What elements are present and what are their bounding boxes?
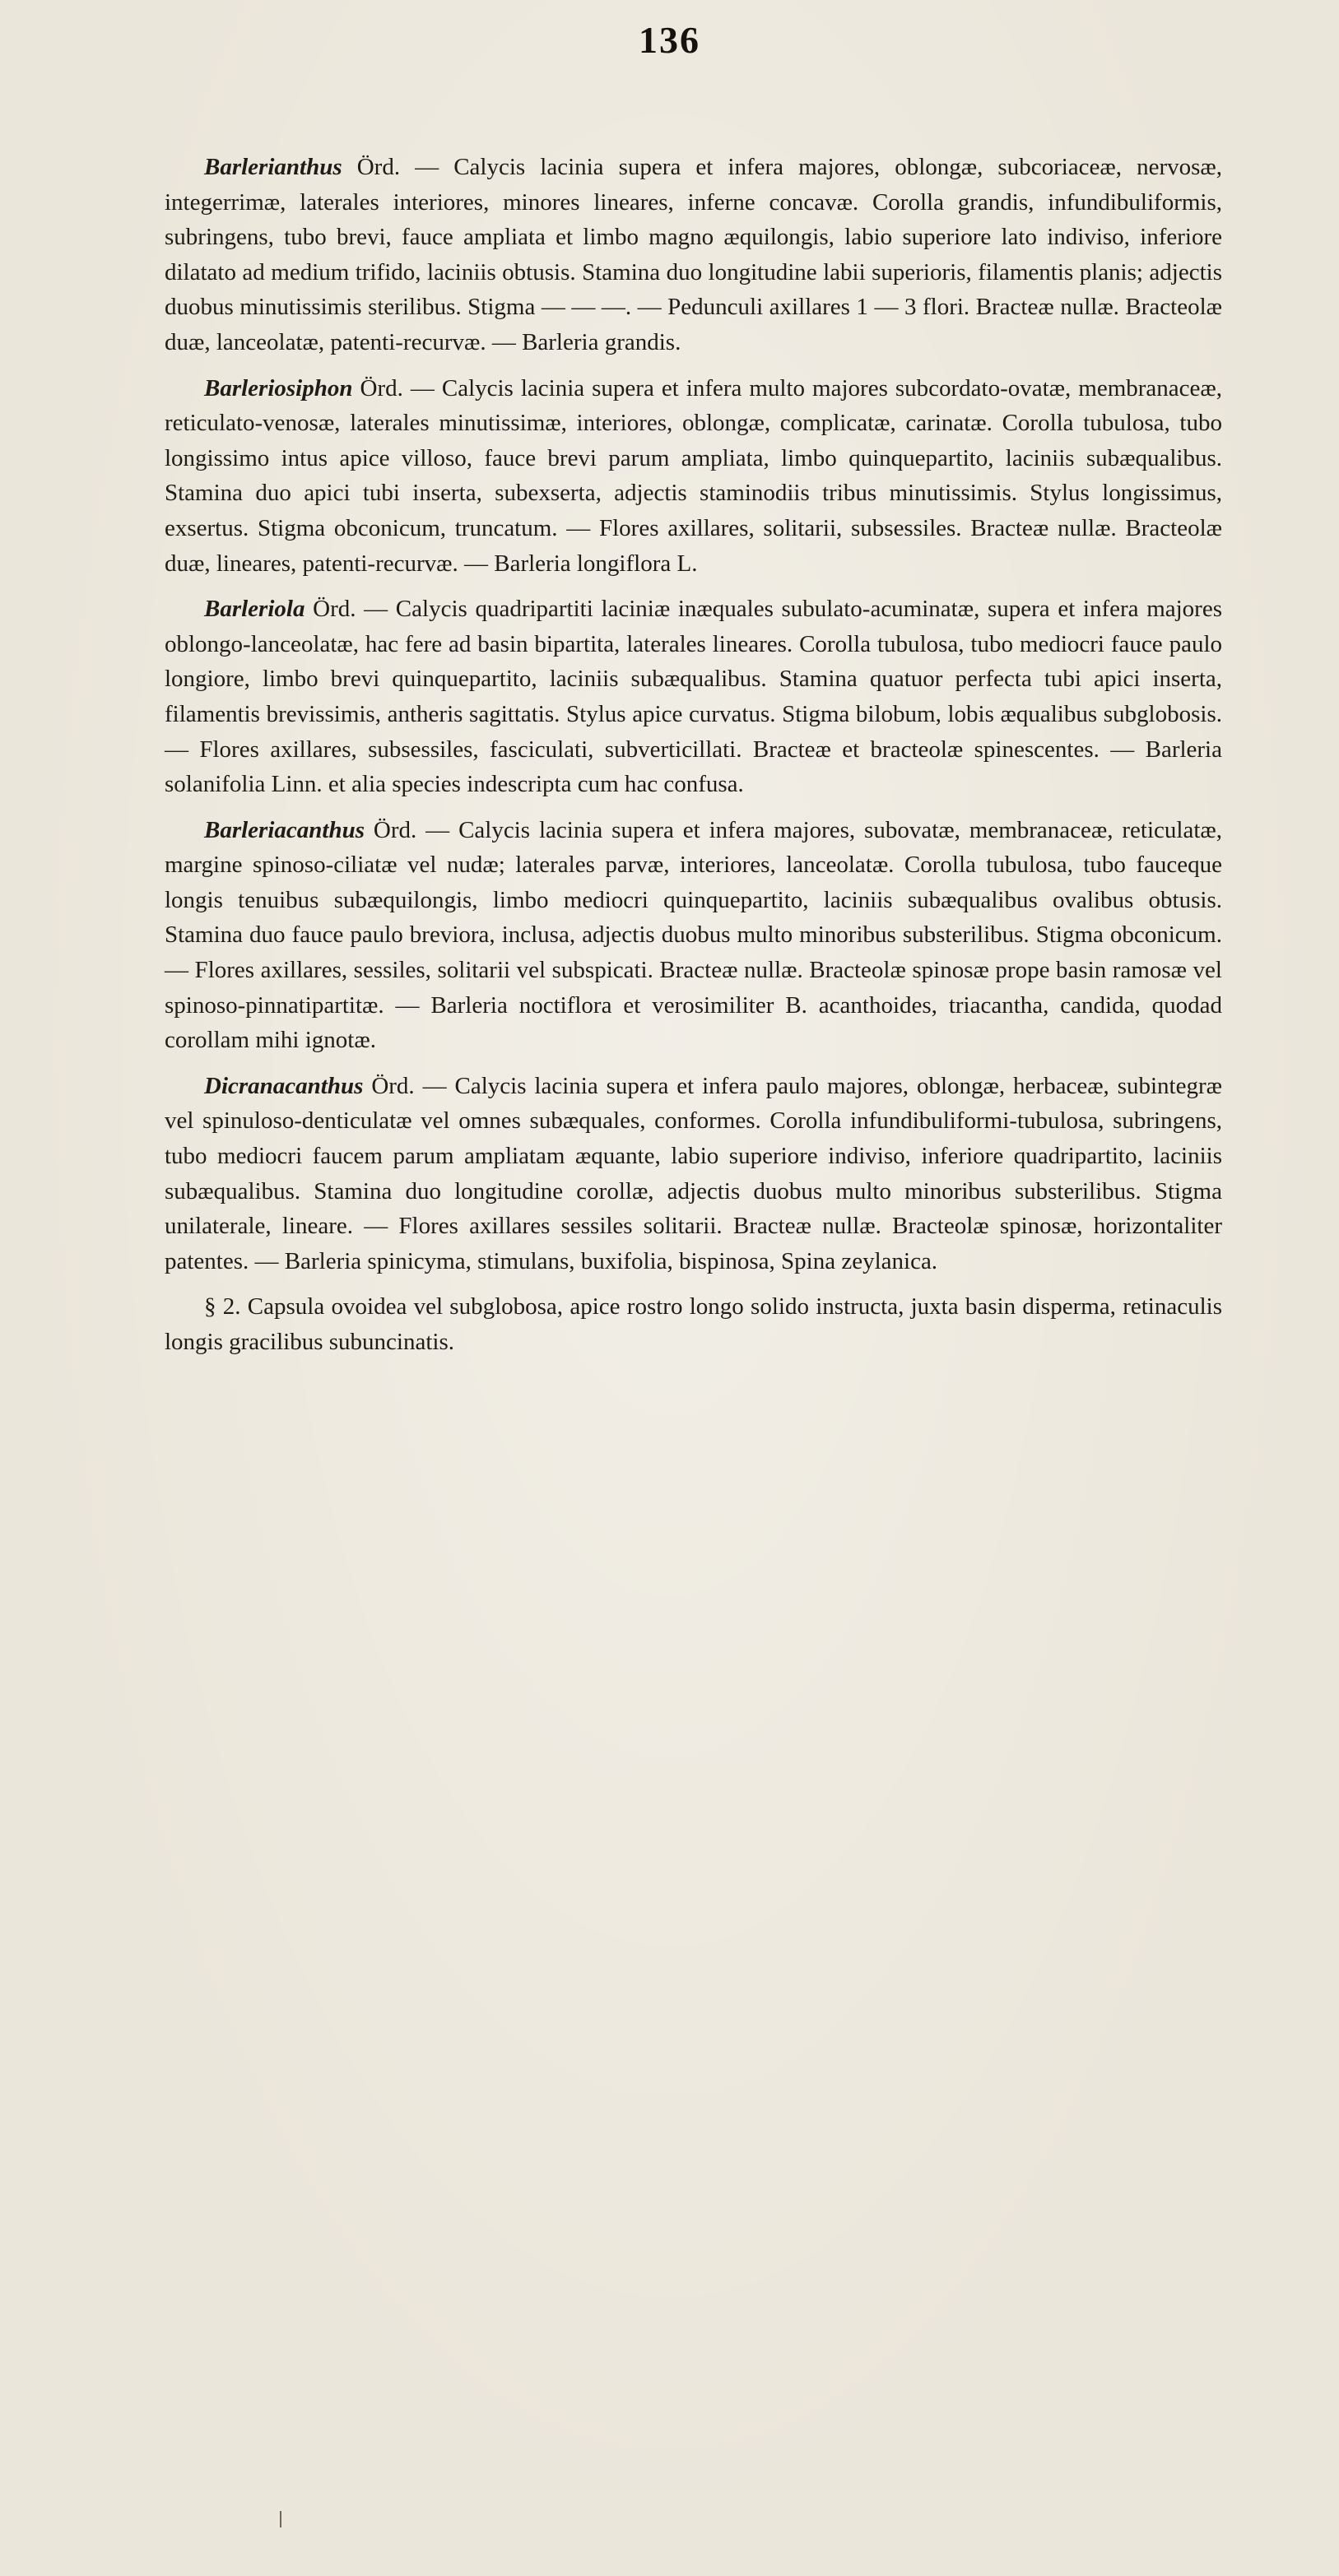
section-heading: § 2. Capsula ovoidea vel subglobosa, apice rostro longo solido instructa, juxta basin disperma, retinaculis longis gracilibus subuncinatis. xyxy=(165,1293,1222,1355)
genus-name: Dicranacanthus xyxy=(204,1072,364,1099)
entry-description: Örd. — Calycis lacinia supera et infera majores, oblongæ, subcoriaceæ, nervosæ, integerrimæ, laterales interiores, minores lineares, inferne concavæ. Corolla grandis, infundibuliformis, subringens, tubo brevi, fauce ampliata et limbo magno æquilongis, labio superiore lato indiviso, inferiore dilatato ad medium trifido, laciniis obtusis. Stamina duo longitudine labii superioris, filamentis planis; adjectis duobus minutissimis sterilibus. Stigma — — —. — Pedunculi axillares 1 — 3 flori. Bracteæ nullæ. Bracteolæ duæ, lanceolatæ, patenti-recurvæ. — Barleria grandis. xyxy=(165,154,1222,355)
entry-description: Örd. — Calycis lacinia supera et infera majores, subovatæ, membranaceæ, reticulatæ, margine spinoso-ciliatæ vel nudæ; laterales parvæ, interiores, lanceolatæ. Corolla tubulosa, tubo fauceque longis tenuibus subæquilongis, limbo mediocri quinquepartito, laciniis subæqualibus ovalibus obtusis. Stamina duo fauce paulo breviora, inclusa, adjectis duobus multo minoribus substerilibus. Stigma obconicum. — Flores axillares, sessiles, solitarii vel subspicati. Bracteæ nullæ. Bracteolæ spinosæ prope basin ramosæ vel spinoso-pinnatipartitæ. — Barleria noctiflora et verosimiliter B. acanthoides, triacantha, candida, quodad corollam mihi ignotæ. xyxy=(165,816,1222,1054)
genus-name: Barleriola xyxy=(204,596,305,623)
entry-description: Örd. — Calycis quadripartiti laciniæ inæquales subulato-acuminatæ, supera et infera majores oblongo-lanceolatæ, hac fere ad basin bipartita, laterales lineares. Corolla tubulosa, tubo mediocri fauce paulo longiore, limbo brevi quinquepartito, laciniis subæqualibus. Stamina quatuor perfecta tubi apici inserta, filamentis brevissimis, antheris sagittatis. Stylus apice curvatus. Stigma bilobum, lobis æqualibus subglobosis. — Flores axillares, subsessiles, fasciculati, subverticillati. Bracteæ et bracteolæ spinescentes. — Barleria solanifolia Linn. et alia species indescripta cum hac confusa. xyxy=(165,596,1222,798)
stray-mark xyxy=(280,2511,281,2527)
entry-barlerianthus xyxy=(165,150,1222,360)
entry-barleriola xyxy=(165,592,1222,802)
genus-name: Barlerianthus xyxy=(204,154,342,180)
genus-name: Barleriacanthus xyxy=(204,816,365,843)
entry-barleriosiphon xyxy=(165,371,1222,582)
page-number: 136 xyxy=(639,19,700,61)
entry-description: Örd. — Calycis lacinia supera et infera paulo majores, oblongæ, herbaceæ, subintegræ vel spinuloso-denticulatæ vel omnes subæquales, conformes. Corolla infundibuliformi-tubulosa, subringens, tubo mediocri faucem parum ampliatam æquante, labio superiore indiviso, inferiore quadripartito, laciniis subæqualibus. Stamina duo longitudine corollæ, adjectis duobus multo minoribus substerilibus. Stigma unilaterale, lineare. — Flores axillares sessiles solitarii. Bracteæ nullæ. Bracteolæ spinosæ, horizontaliter patentes. — Barleria spinicyma, stimulans, buxifolia, bispinosa, Spina zeylanica. xyxy=(165,1072,1222,1274)
genus-name: Barleriosiphon xyxy=(204,374,353,401)
entry-description: Örd. — Calycis lacinia supera et infera multo majores subcordato-ovatæ, membranaceæ, reticulato-venosæ, laterales minutissimæ, interiores, oblongæ, complicatæ, carinatæ. Corolla tubulosa, tubo longissimo intus apice villoso, fauce brevi parum ampliata, limbo quinquepartito, laciniis subæqualibus. Stamina duo apici tubi inserta, subexserta, adjectis staminodiis tribus minutissimis. Stylus longissimus, exsertus. Stigma obconicum, truncatum. — Flores axillares, solitarii, subsessiles. Bracteæ nullæ. Bracteolæ duæ, lineares, patenti-recurvæ. — Barleria longiflora L. xyxy=(165,374,1222,577)
body-text xyxy=(165,150,1222,1371)
entry-barleriacanthus xyxy=(165,813,1222,1058)
entry-dicranacanthus xyxy=(165,1069,1222,1279)
